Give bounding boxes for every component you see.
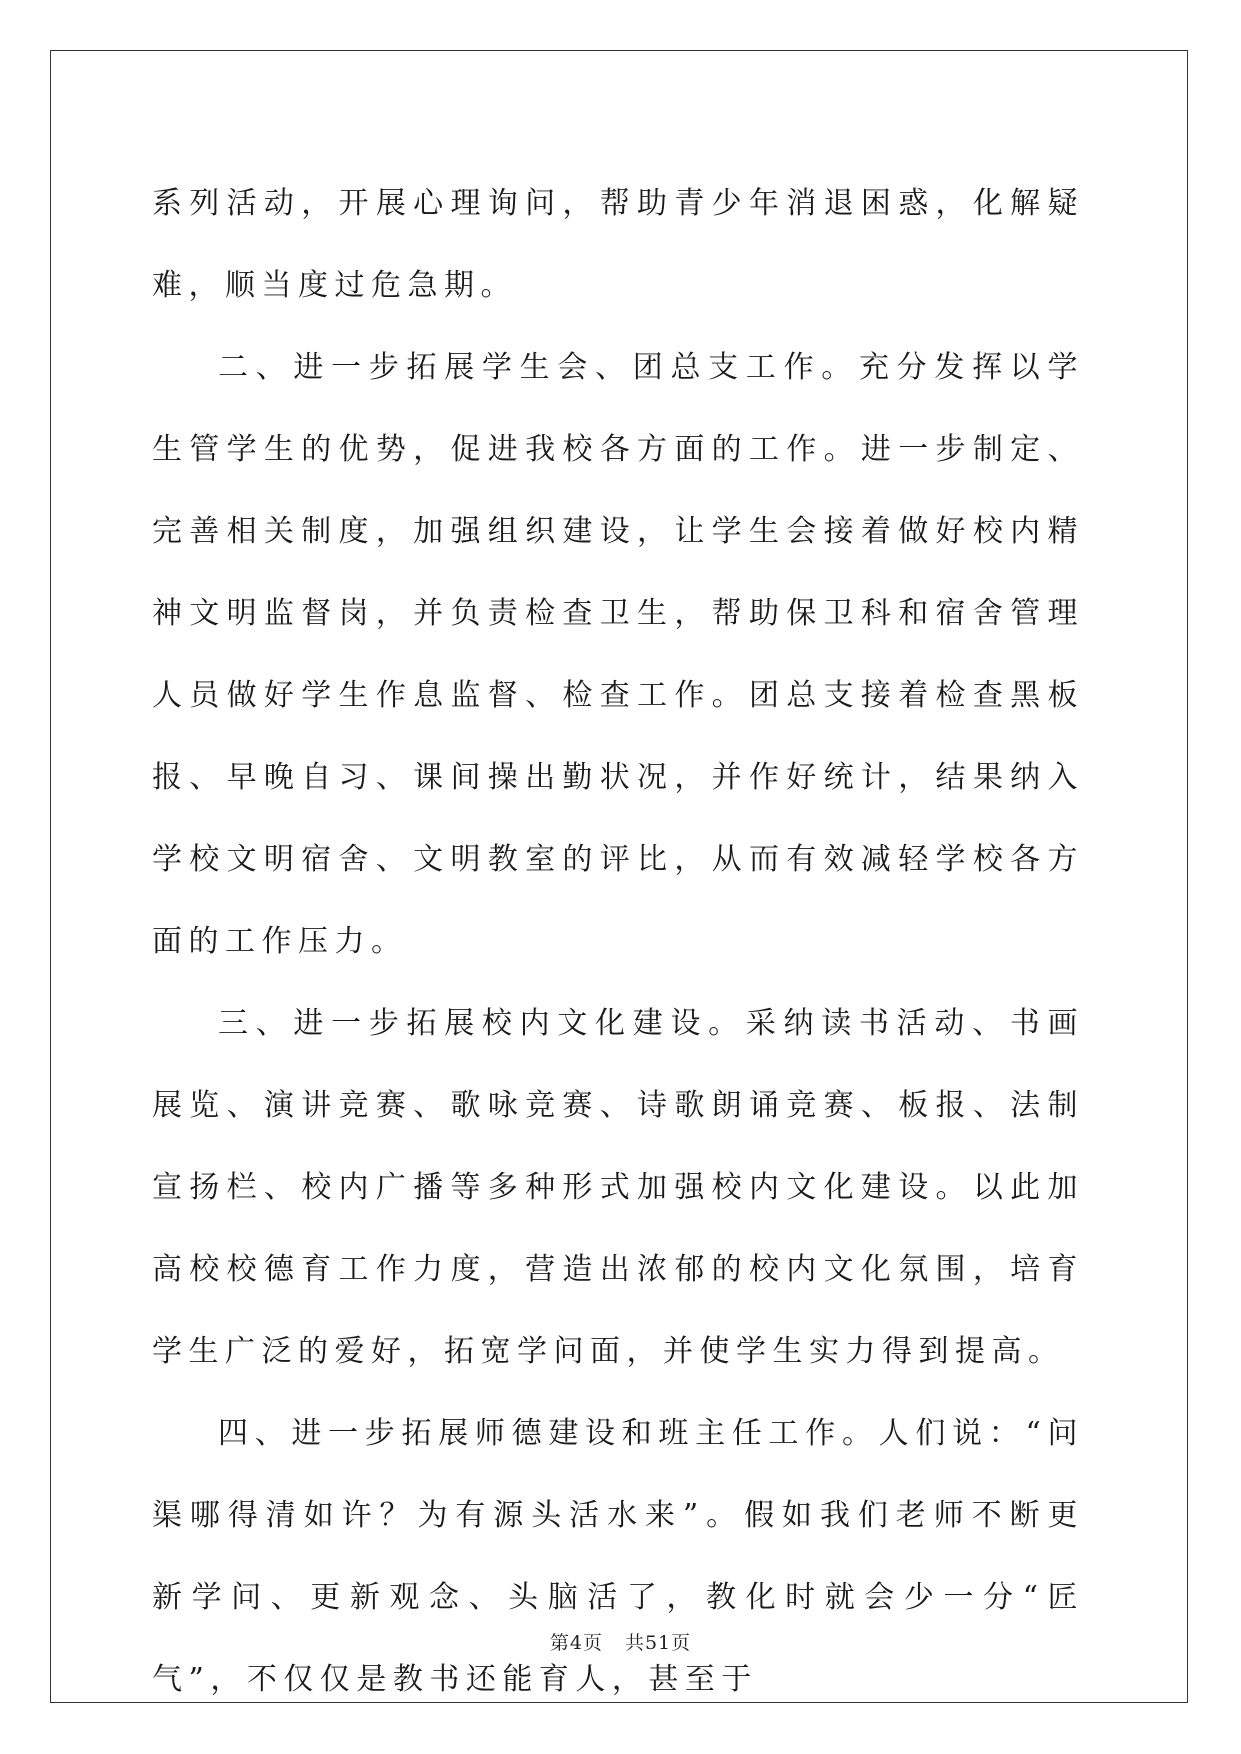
page-footer: [0, 1628, 1241, 1655]
page-total: 共51页: [624, 1632, 692, 1654]
page-number: 第4页: [549, 1632, 603, 1654]
paragraph-2: 二、进一步拓展学生会、团总支工作。充分发挥以学生管学生的优势，促进我校各方面的工作。进一步制定、完善相关制度，加强组织建设，让学生会接着做好校内精神文明监督岗，并负责检查卫生，帮助保卫科和宿舍管理人员做好学生作息监督、检查工作。团总支接着检查黑板报、早晚自习、课间操出勤状况，并作好统计，结果纳入学校文明宿舍、文明教室的评比，从而有效减轻学校各方面的工作压力。: [152, 350, 1084, 959]
document-body: [152, 163, 1084, 1721]
paragraph-1: 系列活动，开展心理询问，帮助青少年消退困惑，化解疑难，顺当度过危急期。: [152, 186, 1084, 303]
paragraph-4: 四、进一步拓展师德建设和班主任工作。人们说：“问渠哪得清如许？为有源头活水来”。假如我们老师不断更新学问、更新观念、头脑活了，教化时就会少一分“匠气”，不仅仅是教书还能育人，甚至于: [152, 1416, 1084, 1697]
paragraph-3: 三、进一步拓展校内文化建设。采纳读书活动、书画展览、演讲竞赛、歌咏竞赛、诗歌朗诵竞赛、板报、法制宣扬栏、校内广播等多种形式加强校内文化建设。以此加高校校德育工作力度，营造出浓郁的校内文化氛围，培育学生广泛的爱好，拓宽学问面，并使学生实力得到提高。: [152, 1006, 1084, 1369]
